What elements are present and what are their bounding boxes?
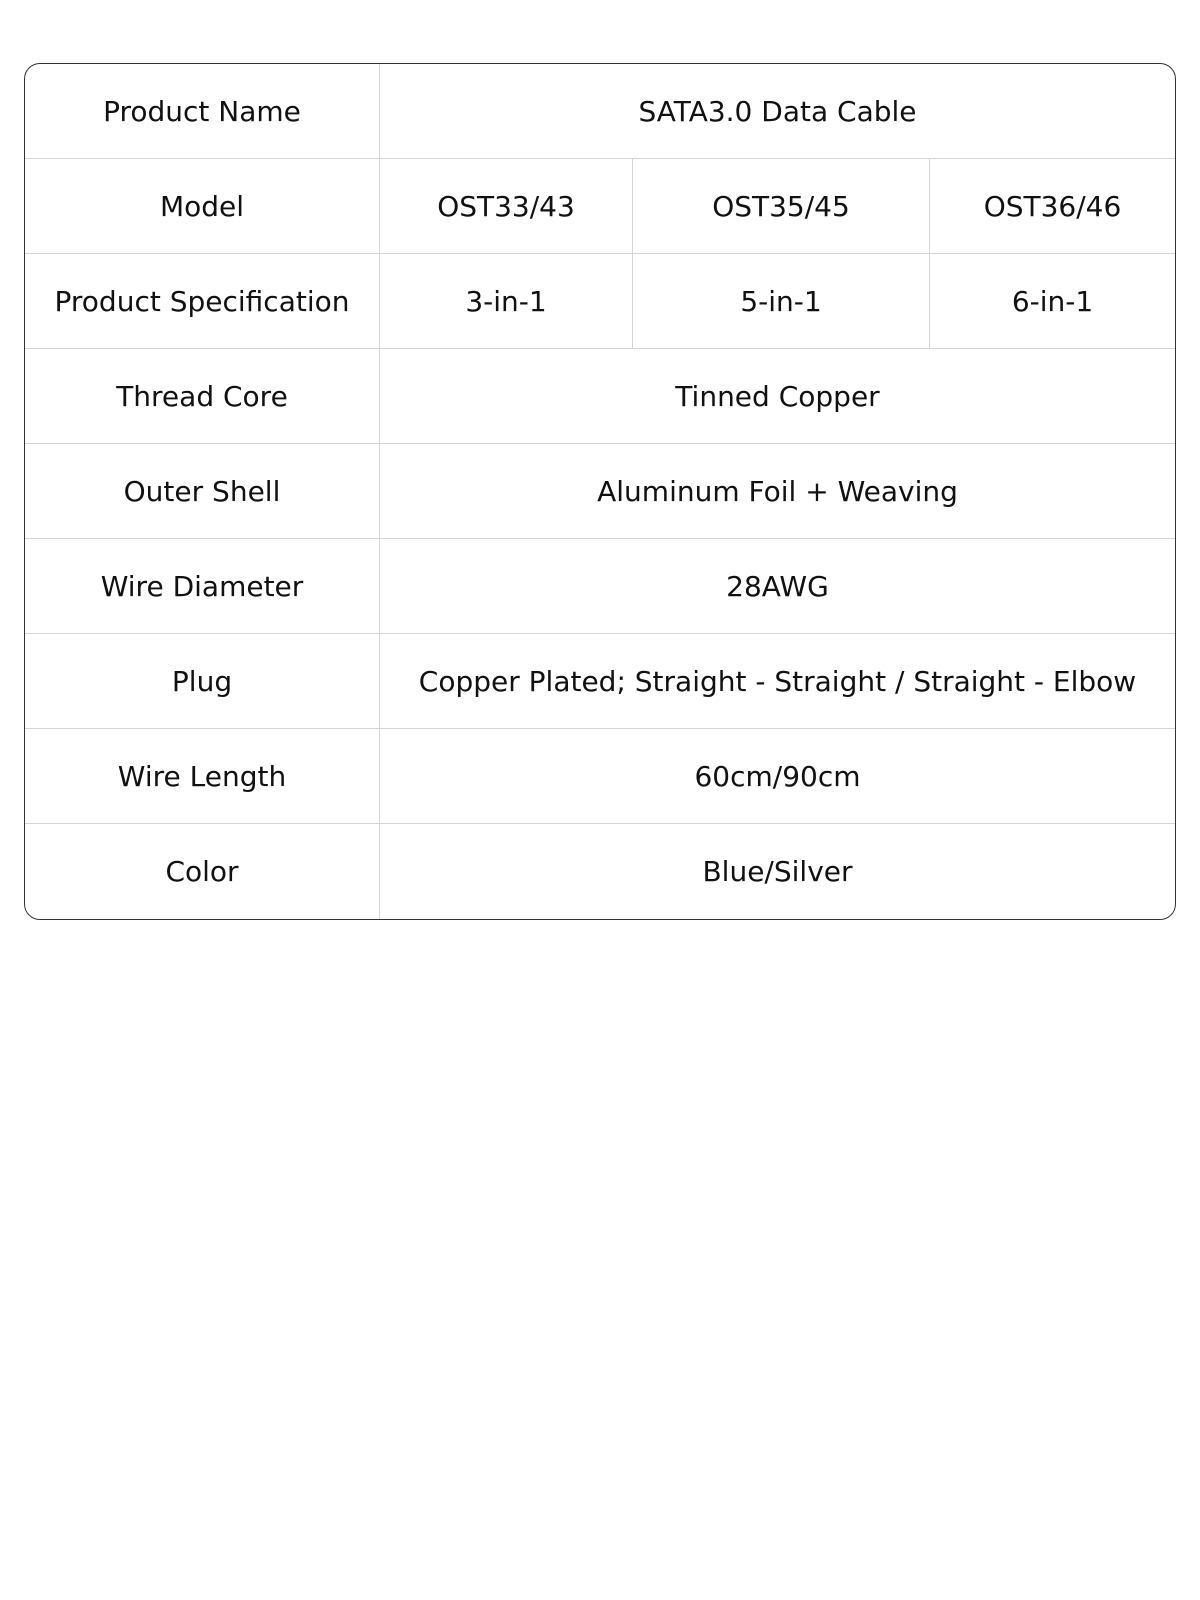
product-name-label: Product Name: [25, 64, 380, 159]
specification-value-1: 3-in-1: [380, 254, 633, 348]
model-values: [380, 159, 1175, 254]
thread-core-value: Tinned Copper: [380, 349, 1175, 444]
specification-value-2: 5-in-1: [633, 254, 930, 348]
color-label: Color: [25, 824, 380, 919]
product-name-value: SATA3.0 Data Cable: [380, 64, 1175, 159]
outer-shell-value: Aluminum Foil + Weaving: [380, 444, 1175, 539]
plug-value: Copper Plated; Straight - Straight / Straight - Elbow: [380, 634, 1175, 729]
color-value: Blue/Silver: [702, 855, 853, 888]
outer-shell-label: Outer Shell: [25, 444, 380, 539]
plug-label: Plug: [25, 634, 380, 729]
specification-value-3: 6-in-1: [1011, 284, 1094, 318]
specification-label: Product Specification: [25, 254, 380, 349]
wire-length-label: Wire Length: [25, 729, 380, 824]
model-value-2: OST35/45: [633, 159, 930, 253]
wire-length-value: 60cm/90cm: [380, 729, 1175, 824]
specification-values: [380, 254, 1175, 349]
wire-diameter-label: Wire Diameter: [25, 539, 380, 634]
model-label: Model: [25, 159, 380, 254]
spec-table: [24, 63, 1176, 920]
wire-diameter-value: 28AWG: [380, 539, 1175, 634]
thread-core-label: Thread Core: [25, 349, 380, 444]
model-value-1: OST33/43: [380, 159, 633, 253]
model-value-3: OST36/46: [983, 189, 1122, 223]
